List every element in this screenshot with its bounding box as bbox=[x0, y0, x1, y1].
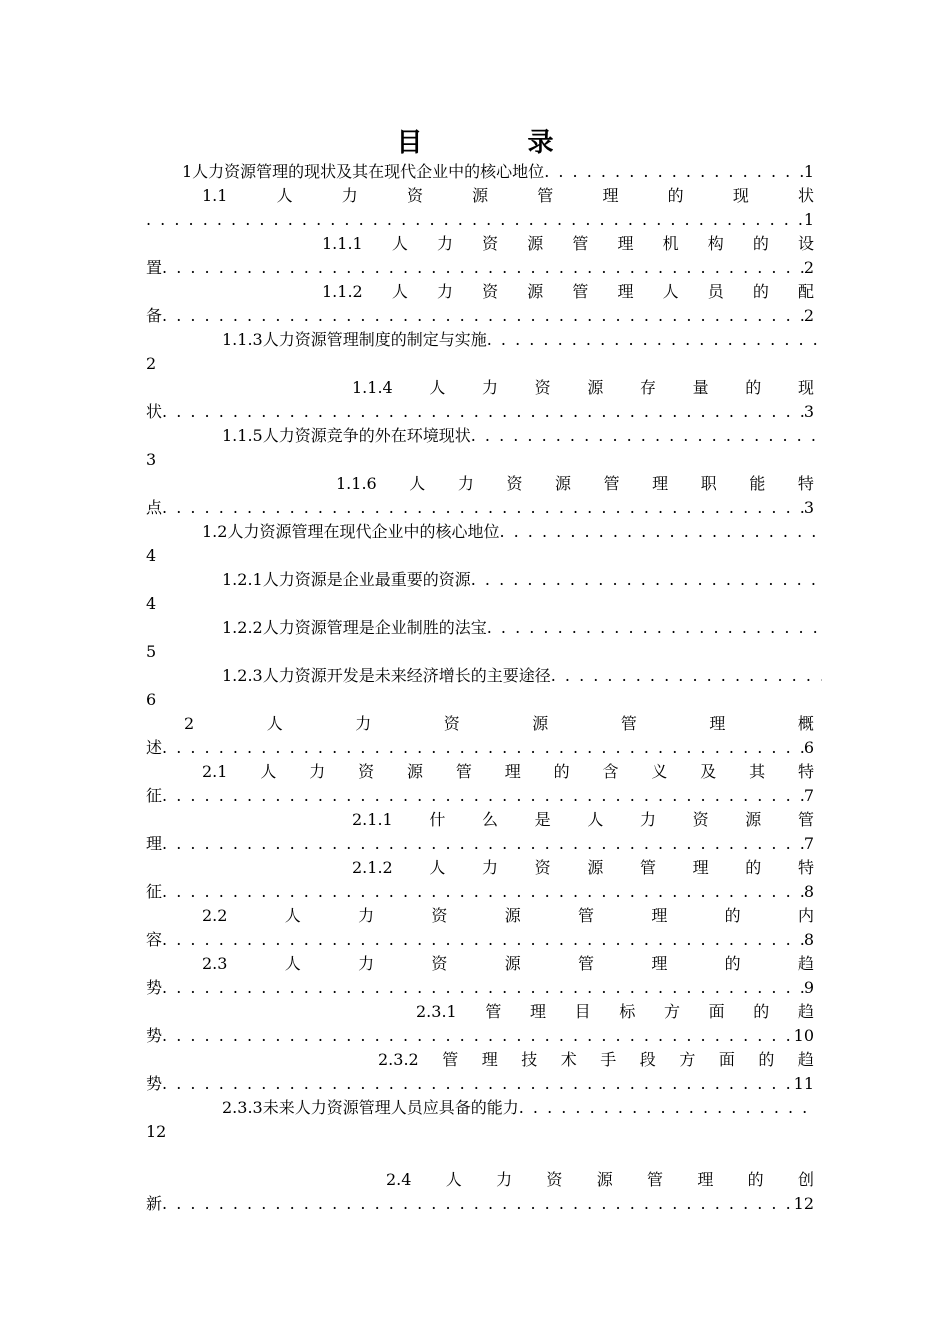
toc-entry[interactable] bbox=[146, 568, 822, 592]
toc-entry[interactable]: 2.3.2 管 理 技 术 手 段 方 面 的 趋 bbox=[378, 1050, 814, 1069]
toc-entry-cont[interactable]: 述 . . . 6 bbox=[146, 736, 814, 760]
toc-entry-cont[interactable]: 征 . . . 7 bbox=[146, 784, 814, 808]
toc-entry[interactable]: 2.1.1 什 么 是 人 力 资 源 管 bbox=[352, 810, 814, 829]
toc-page-number: 6 bbox=[803, 738, 814, 757]
toc-entry[interactable] bbox=[146, 664, 822, 688]
toc-entry-text: 1.2人力资源管理在现代企业中的核心地位 bbox=[202, 522, 500, 541]
toc-entry[interactable]: 1.1.2 人 力 资 源 管 理 人 员 的 配 bbox=[322, 282, 814, 301]
toc-entry-text: 1.1.3人力资源管理制度的制定与实施 bbox=[222, 330, 487, 349]
toc-page-number: 1 bbox=[803, 162, 814, 181]
toc-page-number: 10 bbox=[793, 1026, 814, 1045]
toc-entry-text: 1.2.1人力资源是企业最重要的资源 bbox=[222, 570, 471, 589]
toc-entry-cont[interactable]: 备 . . . 2 bbox=[146, 304, 814, 328]
toc-entry-cont[interactable] bbox=[146, 208, 814, 232]
toc-page-number: 2 bbox=[803, 306, 814, 325]
toc-entry-cont[interactable]: 理 . . . 7 bbox=[146, 832, 814, 856]
toc-entry-text: 2.3.3未来人力资源管理人员应具备的能力 bbox=[222, 1098, 519, 1117]
toc-entry-cont[interactable]: 势 . . . 10 bbox=[146, 1024, 814, 1048]
toc-page-number: 8 bbox=[803, 930, 814, 949]
toc-page-number: 11 bbox=[793, 1074, 814, 1093]
toc-entry-text: 1人力资源管理的现状及其在现代企业中的核心地位 bbox=[182, 162, 545, 181]
toc-entry-text: 1.1.5人力资源竞争的外在环境现状 bbox=[222, 426, 471, 445]
toc-entry[interactable] bbox=[146, 616, 822, 640]
toc-entry[interactable]: 2.3 人 力 资 源 管 理 的 趋 bbox=[202, 954, 814, 973]
toc-page-number: 8 bbox=[803, 882, 814, 901]
toc-page-number: 3 bbox=[803, 402, 814, 421]
toc-entry-cont[interactable]: 势 . . . 11 bbox=[146, 1072, 814, 1096]
toc-entry[interactable]: 1.1.6 人 力 资 源 管 理 职 能 特 bbox=[336, 474, 814, 493]
toc-page-number: 12 bbox=[146, 1122, 167, 1141]
toc-entry[interactable] bbox=[146, 1096, 814, 1120]
toc-entry[interactable] bbox=[146, 328, 822, 352]
toc-entry[interactable]: 2.4 人 力 资 源 管 理 的 创 bbox=[386, 1170, 814, 1189]
toc-title: 目 录 bbox=[396, 128, 602, 158]
toc-entry-cont[interactable]: 新 . . . 12 bbox=[146, 1192, 814, 1216]
toc-entry[interactable]: 2 人 力 资 源 管 理 概 bbox=[184, 714, 814, 733]
toc-entry-cont[interactable]: 征 . . . 8 bbox=[146, 880, 814, 904]
toc-entry-cont[interactable]: 置 . . . 2 bbox=[146, 256, 814, 280]
toc-entry-cont[interactable]: 势 . . . 9 bbox=[146, 976, 814, 1000]
toc-page-number: 12 bbox=[793, 1194, 814, 1213]
toc-entry-text: 1.2.3人力资源开发是未来经济增长的主要途径 bbox=[222, 666, 551, 685]
toc-page-number: 2 bbox=[146, 354, 157, 373]
toc-page-number: 3 bbox=[803, 498, 814, 517]
toc-entry[interactable]: 2.2 人 力 资 源 管 理 的 内 bbox=[202, 906, 814, 925]
toc-page-number: 5 bbox=[146, 642, 157, 661]
toc-entry[interactable] bbox=[146, 424, 822, 448]
toc-page-number: 4 bbox=[146, 546, 157, 565]
toc-page-number: 6 bbox=[146, 690, 157, 709]
toc-page-number: 3 bbox=[146, 450, 157, 469]
toc-page-number: 7 bbox=[803, 786, 814, 805]
toc-entry-text: 1.2.2人力资源管理是企业制胜的法宝 bbox=[222, 618, 487, 637]
toc-entry-cont[interactable]: 状 . . . 3 bbox=[146, 400, 814, 424]
toc-page-number: 2 bbox=[803, 258, 814, 277]
toc-entry[interactable] bbox=[146, 160, 814, 184]
toc-entry[interactable]: 2.3.1 管 理 目 标 方 面 的 趋 bbox=[416, 1002, 814, 1021]
toc-entry-cont[interactable]: 点 . . . 3 bbox=[146, 496, 814, 520]
toc-page-number: 1 bbox=[803, 210, 814, 229]
toc-entry[interactable]: 2.1.2 人 力 资 源 管 理 的 特 bbox=[352, 858, 814, 877]
toc-entry[interactable] bbox=[146, 520, 822, 544]
toc-entry-cont[interactable]: 容 . . . 8 bbox=[146, 928, 814, 952]
toc-page-number: 9 bbox=[803, 978, 814, 997]
table-of-contents bbox=[146, 160, 814, 1216]
toc-page-number: 7 bbox=[803, 834, 814, 853]
toc-entry[interactable]: 2.1 人 力 资 源 管 理 的 含 义 及 其 特 bbox=[202, 762, 814, 781]
toc-entry[interactable]: 1.1 人 力 资 源 管 理 的 现 状 bbox=[202, 186, 814, 205]
toc-entry[interactable]: 1.1.1 人 力 资 源 管 理 机 构 的 设 bbox=[322, 234, 814, 253]
toc-entry[interactable]: 1.1.4 人 力 资 源 存 量 的 现 bbox=[352, 378, 814, 397]
toc-page-number: 4 bbox=[146, 594, 157, 613]
